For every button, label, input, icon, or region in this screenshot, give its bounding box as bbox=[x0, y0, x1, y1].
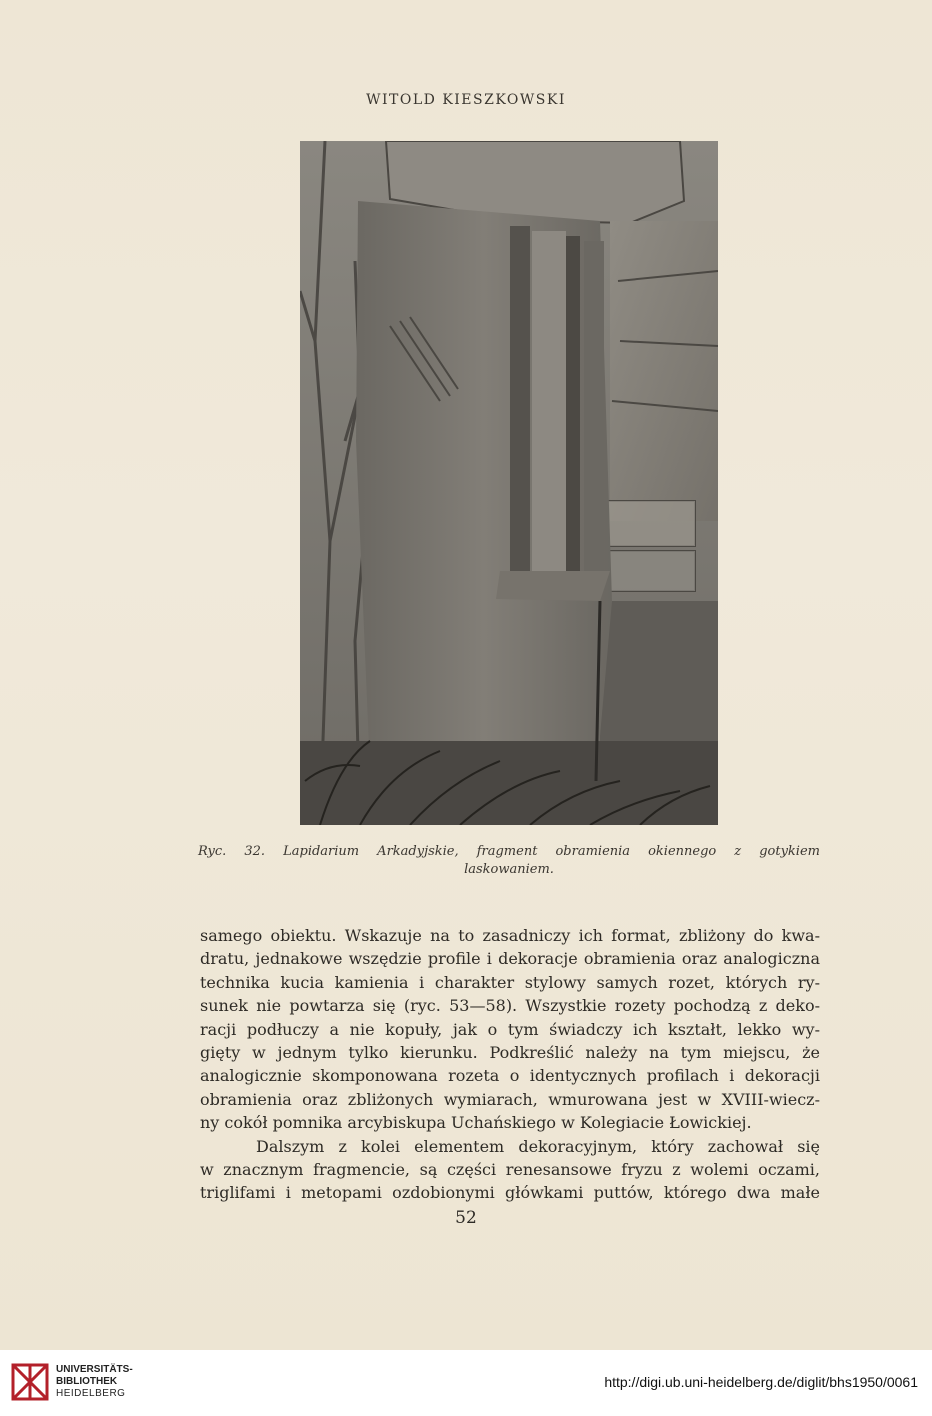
text-line: triglifami i metopami ozdobionymi główkami puttów, którego dwa małe bbox=[200, 1183, 820, 1203]
permalink-url[interactable]: http://digi.ub.uni-heidelberg.de/diglit/bhs1950/0061 bbox=[604, 1374, 918, 1390]
figure-photograph bbox=[300, 141, 718, 825]
text-line: analogicznie skomponowana rozeta o identycznych profilach i dekoracji bbox=[200, 1066, 820, 1086]
text-line: w znacznym fragmencie, są części renesansowe fryzu z wolemi oczami, bbox=[200, 1160, 820, 1180]
text-line: dratu, jednakowe wszędzie profile i dekoracje obramienia oraz analogiczna bbox=[200, 949, 820, 969]
caption-line: Ryc. 32. Lapidarium Arkadyjskie, fragment obramienia okiennego z gotykiem bbox=[198, 844, 820, 859]
library-name-line: HEIDELBERG bbox=[56, 1388, 126, 1399]
page-number: 52 bbox=[455, 1208, 477, 1228]
body-text bbox=[200, 924, 820, 1205]
running-head: WITOLD KIESZKOWSKI bbox=[366, 92, 566, 108]
text-line: obramienia oraz zbliżonych wymiarach, wmurowana jest w XVIII-wiecz- bbox=[200, 1089, 820, 1109]
library-logo-icon bbox=[10, 1362, 50, 1402]
library-name-line: UNIVERSITÄTS- bbox=[56, 1364, 133, 1375]
viewer-footer bbox=[0, 1350, 932, 1416]
text-line: gięty w jednym tylko kierunku. Podkreślić należy na tym miejscu, że bbox=[200, 1043, 820, 1063]
library-name bbox=[56, 1364, 133, 1400]
caption-line: laskowaniem. bbox=[464, 862, 554, 877]
text-line: racji podłuczy a nie kopuły, jak o tym świadczy ich kształt, lekko wy- bbox=[200, 1019, 820, 1039]
stone-window-frame-photo bbox=[300, 141, 718, 825]
figure-caption bbox=[198, 843, 820, 879]
library-name-line: BIBLIOTHEK bbox=[56, 1376, 118, 1387]
text-line: samego obiektu. Wskazuje na to zasadniczy ich format, zbliżony do kwa- bbox=[200, 926, 820, 945]
text-line: sunek nie powtarza się (ryc. 53—58). Wszystkie rozety pochodzą z deko- bbox=[200, 996, 820, 1016]
text-line: technika kucia kamienia i charakter stylowy samych rozet, których ry- bbox=[200, 972, 820, 992]
text-line: ny cokół pomnika arcybiskupa Uchańskiego w Kolegiacie Łowickiej. bbox=[200, 1113, 752, 1133]
text-line: Dalszym z kolei elementem dekoracyjnym, który zachował się bbox=[256, 1136, 820, 1156]
